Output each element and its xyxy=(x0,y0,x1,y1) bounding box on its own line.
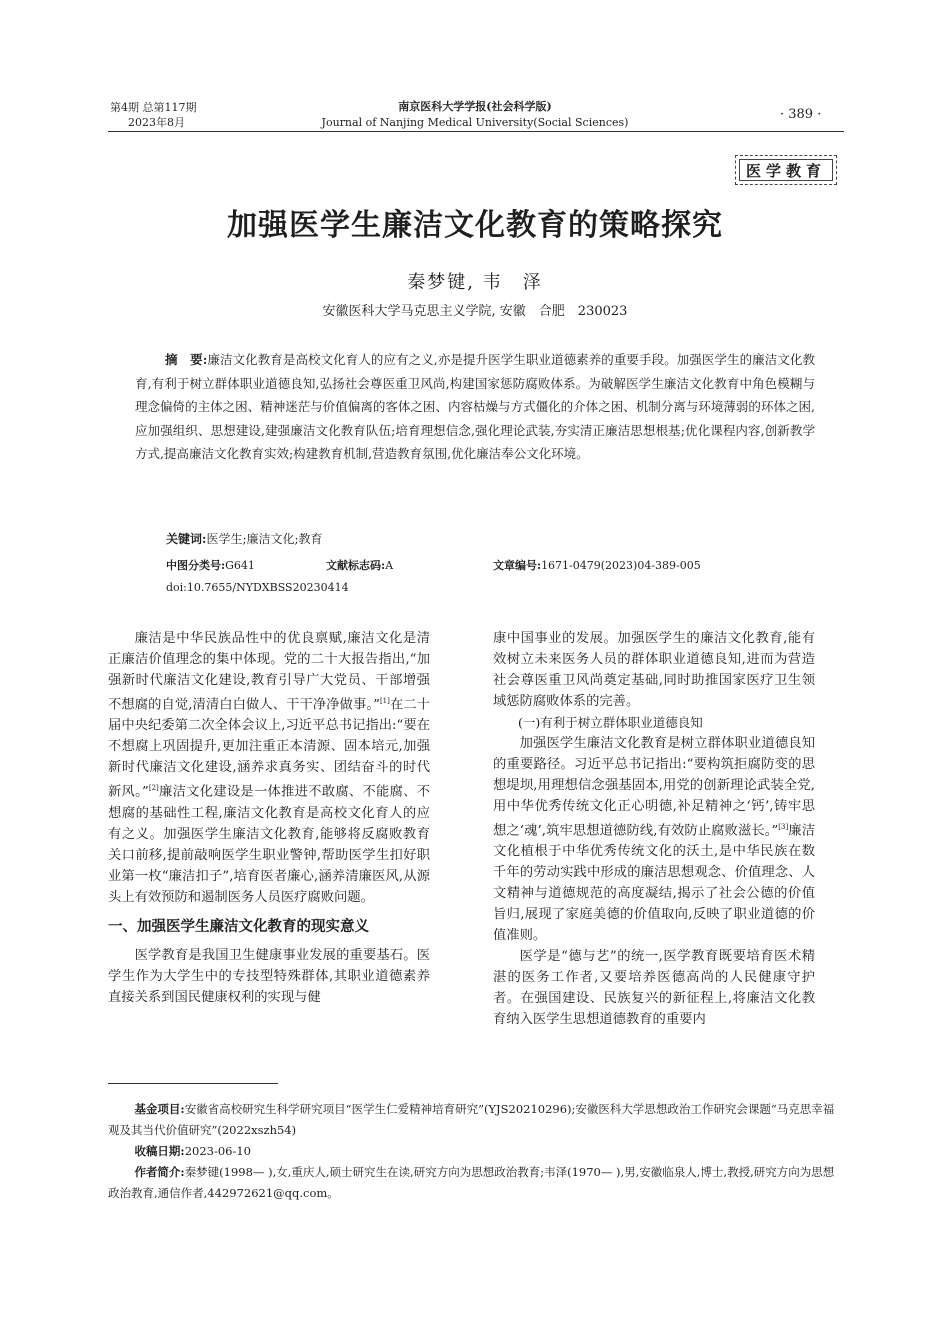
fund-label: 基金项目: xyxy=(134,1102,185,1116)
footnote-rule xyxy=(108,1083,278,1084)
citation-2: [2] xyxy=(148,784,159,793)
author-label: 作者简介: xyxy=(134,1165,185,1179)
received-date: 2023-06-10 xyxy=(184,1144,251,1158)
article-number xyxy=(493,557,701,573)
issue-info xyxy=(110,100,197,130)
right-column xyxy=(493,628,815,1030)
subsection-heading-1: (一)有利于树立群体职业道德良知 xyxy=(518,715,703,730)
clc-number xyxy=(166,557,255,573)
fund-note xyxy=(108,1099,843,1141)
author-note xyxy=(108,1162,843,1204)
intro-paragraph: 廉洁是中华民族品性中的优良禀赋,廉洁文化是清正廉洁价值理念的集中体现。党的二十大报告指出,“加强新时代廉洁文化建设,教育引导广大党员、干部增强不想腐的自觉,清清白白做人、干干净净做事。”[1]在二十届中央纪委第二次全体会议上,习近平总书记指出:“要在不想腐上巩固提升,更加注重正本清源、固本培元,加强新时代廉洁文化建设,涵养求真务实、团结奋斗的时代新风。”[2]廉洁文化建设是一体推进不敢腐、不能腐、不想腐的基础性工程,廉洁文化教育是高校文化育人的应有之义。加强医学生廉洁文化教育,能够将反腐败教育关口前移,提前敲响医学生职业警钟,帮助医学生扣好职业第一枚“廉洁扣子”,培育医者廉心,涵养清廉医风,从源头上有效预防和遏制医务人员医疗腐败问题。 xyxy=(108,631,431,905)
section-heading-1: 一、加强医学生廉洁文化教育的现实意义 xyxy=(108,917,369,935)
authors: 秦梦键, 韦 泽 xyxy=(407,272,543,293)
journal-header xyxy=(250,99,700,131)
keywords-text: 医学生;廉洁文化;教育 xyxy=(206,532,323,546)
header-rule xyxy=(108,131,844,132)
abstract xyxy=(135,348,815,466)
medical-education-paragraph: 医学是“德与艺”的统一,医学教育既要培育医术精湛的医务工作者,又要培养医德高尚的人民健康守护者。在强国建设、民族复兴的新征程上,将廉洁文化教育纳入医学生思想道德教育的重要内 xyxy=(493,949,815,1028)
section-tag-label: 医学教育 xyxy=(739,159,833,181)
section-tag xyxy=(735,155,837,185)
continued-paragraph: 康中国事业的发展。加强医学生的廉洁文化教育,能有效树立未来医务人员的群体职业道德良知,进而为营造社会尊医重卫风尚奠定基础,同时助推国家医疗卫生领域惩防腐败体系的完善。 xyxy=(493,631,815,709)
doi: doi:10.7655/NYDXBSS20230414 xyxy=(166,581,349,594)
article-title: 加强医学生廉洁文化教育的策略探究 xyxy=(227,208,723,243)
affiliation: 安徽医科大学马克思主义学院, 安徽 合肥 230023 xyxy=(322,304,628,319)
page-number: · 389 · xyxy=(780,107,822,122)
citation-3: [3] xyxy=(778,823,789,831)
abstract-text: 廉洁文化教育是高校文化育人的应有之义,亦是提升医学生职业道德素养的重要手段。加强医学生的廉洁文化教育,有利于树立群体职业道德良知,弘扬社会尊医重卫风尚,构建国家惩防腐败体系。为破解医学生廉洁文化教育中角色模糊与理念偏倚的主体之困、精神迷茫与价值偏离的客体之困、内容枯燥与方式僵化的介体之困、机制分离与环境薄弱的环体之困,应加强组织、思想建设,建强廉洁文化教育队伍;培育理想信念,强化理论武装,夯实清正廉洁思想根基;优化课程内容,创新教学方式,提高廉洁文化教育实效;构建教育机制,营造教育氛围,优化廉洁奉公文化环境。 xyxy=(135,352,815,461)
keywords xyxy=(166,530,323,547)
doc-value: A xyxy=(385,559,394,572)
subsection1-paragraph: 加强医学生廉洁文化教育是树立群体职业道德良知的重要路径。习近平总书记指出:“要构筑拒腐防变的思想堤坝,用理想信念强基固本,用党的创新理论武装全党,用中华优秀传统文化正心明德,补足精神之‘钙’,铸牢思想之‘魂’,筑牢思想道德防线,有效防止腐败滋长。”[3]廉洁文化植根于中华优秀传统文化的沃土,是中华民族在数千年的劳动实践中形成的廉洁思想观念、价值理念、人文精神与道德规范的高度凝结,揭示了社会公德的价值旨归,展现了家庭美德的价值取向,反映了职业道德的价值准则。 xyxy=(493,736,815,944)
document-code xyxy=(326,557,393,573)
journal-name-cn: 南京医科大学学报(社会科学版) xyxy=(398,100,552,113)
clc-label: 中图分类号: xyxy=(166,559,226,572)
article-value: 1671-0479(2023)04-389-005 xyxy=(541,559,701,572)
keywords-label: 关键词: xyxy=(166,532,207,546)
author-bio: 秦梦键(1998— ),女,重庆人,硕士研究生在读,研究方向为思想政治教育;韦泽(1970— ),男,安徽临泉人,博士,教授,研究方向为思想政治教育,通信作者,442972621@qq.com。 xyxy=(108,1165,835,1200)
doc-label: 文献标志码: xyxy=(326,559,386,572)
section1-paragraph: 医学教育是我国卫生健康事业发展的重要基石。医学生作为大学生中的专技型特殊群体,其职业道德素养直接关系到国民健康权利的实现与健 xyxy=(108,947,430,1005)
footnotes xyxy=(108,1099,843,1204)
issue-number: 第4期 总第117期 xyxy=(110,101,197,114)
abstract-label: 摘 要: xyxy=(165,352,208,367)
fund-text: 安徽省高校研究生科学研究项目“医学生仁爱精神培育研究”(YJS20210296);安徽医科大学思想政治工作研究会课题“马克思幸福观及其当代价值研究”(2022xszh54) xyxy=(108,1102,835,1137)
clc-value: G641 xyxy=(225,559,255,572)
journal-name-en: Journal of Nanjing Medical University(Social Sciences) xyxy=(321,116,629,129)
citation-1: [1] xyxy=(379,697,390,705)
received-label: 收稿日期: xyxy=(134,1144,185,1158)
article-label: 文章编号: xyxy=(493,559,542,572)
left-column xyxy=(108,628,430,1008)
received-note xyxy=(108,1141,843,1162)
issue-date: 2023年8月 xyxy=(128,116,185,129)
